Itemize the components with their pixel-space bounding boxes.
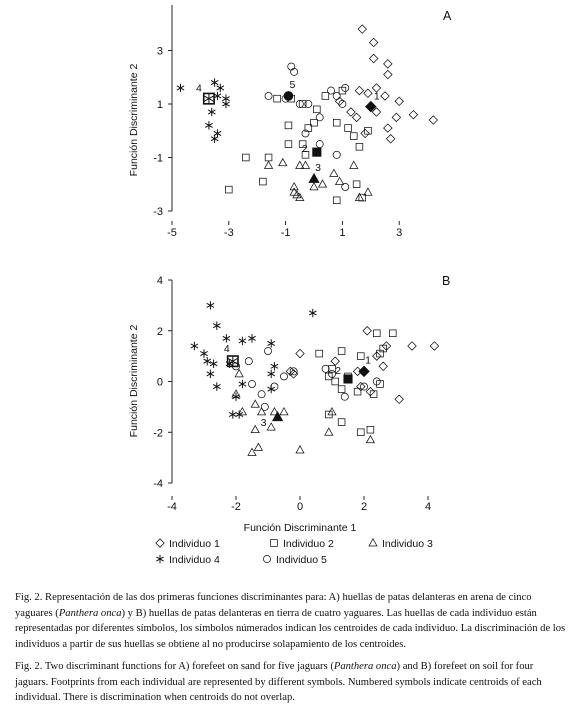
y-tick-label: -1 — [153, 152, 163, 165]
individuo-3-point — [279, 159, 287, 166]
legend-item-3: Individuo 3 — [382, 538, 433, 550]
individuo-1-point — [363, 327, 371, 335]
x-tick-label: -4 — [167, 501, 177, 513]
individuo-5-point — [288, 63, 295, 70]
individuo-1-point — [379, 362, 387, 370]
individuo-2-point — [367, 426, 374, 433]
y-tick-label: -3 — [153, 206, 163, 218]
individuo-1-centroid-label: 1 — [373, 90, 380, 103]
legend-square-icon — [271, 540, 278, 547]
individuo-3-centroid — [309, 174, 319, 183]
individuo-1-point — [384, 60, 392, 68]
individuo-2-centroid — [344, 375, 352, 383]
individuo-5-point — [341, 393, 348, 400]
individuo-4-point — [207, 301, 214, 309]
individuo-4-point — [200, 349, 207, 357]
individuo-3-centroid-label: 3 — [315, 161, 321, 174]
individuo-5-point — [360, 383, 367, 390]
panel-a-ylabel: Función Discriminante 2 — [128, 63, 140, 177]
individuo-5-centroid — [284, 92, 293, 101]
caption-en-part1: Fig. 2. Two discriminant functions for A) forefeet on sand for five jaguars ( — [15, 661, 334, 672]
legend-triangle-icon — [369, 539, 377, 546]
individuo-1-centroid — [359, 366, 369, 376]
individuo-5-point — [290, 368, 297, 375]
individuo-4-point — [177, 84, 184, 92]
y-tick-label: -2 — [153, 427, 163, 440]
y-tick-label: -4 — [153, 478, 163, 490]
individuo-3-point — [265, 161, 273, 168]
individuo-5-point — [333, 92, 340, 99]
individuo-4-point — [239, 337, 246, 345]
individuo-2-centroid-label: 2 — [335, 364, 341, 377]
individuo-3-centroid-label: 3 — [260, 417, 267, 430]
individuo-2-point — [338, 419, 345, 426]
individuo-3-point — [330, 169, 338, 176]
individuo-3-point — [280, 408, 288, 415]
individuo-5-point — [264, 347, 271, 354]
individuo-3-point — [336, 177, 344, 184]
individuo-2-point — [274, 95, 281, 102]
individuo-2-point — [338, 386, 345, 393]
legend-item-4: Individuo 4 — [169, 554, 220, 566]
individuo-5-point — [245, 358, 252, 365]
individuo-1-point — [364, 89, 372, 97]
caption-es-part1: Fig. 2. Representación de las dos primeras funciones discriminantes para: A) huellas de patas delanteras en arena de cinco yaguares ( — [15, 592, 532, 619]
panel-a-points — [177, 25, 438, 204]
individuo-3-point — [235, 370, 243, 377]
individuo-2-point — [325, 411, 332, 418]
individuo-2-centroid — [313, 148, 321, 156]
individuo-2-centroid-label: 2 — [301, 143, 308, 156]
y-tick-label: 2 — [156, 325, 163, 338]
individuo-4-point — [208, 108, 215, 116]
individuo-2-point — [260, 178, 267, 185]
individuo-2-point — [333, 119, 340, 126]
legend-item-1: Individuo 1 — [169, 538, 220, 550]
panel-b-ylabel: Función Discriminante 2 — [128, 324, 140, 438]
individuo-4-point — [223, 334, 230, 342]
individuo-4-centroid-label: 4 — [195, 82, 202, 95]
individuo-4-point — [205, 121, 212, 129]
individuo-4-point — [271, 362, 278, 370]
individuo-4-centroid-label: 4 — [223, 343, 230, 356]
legend-item-2: Individuo 2 — [283, 538, 334, 550]
individuo-5-point — [327, 87, 334, 94]
individuo-4-point — [213, 382, 220, 390]
individuo-3-point — [366, 436, 374, 443]
individuo-4-point — [222, 100, 229, 108]
individuo-1-point — [408, 342, 416, 350]
individuo-2-point — [265, 154, 272, 161]
y-tick-label: 3 — [156, 45, 163, 58]
y-tick-label: 1 — [156, 98, 163, 111]
individuo-5-point — [248, 380, 255, 387]
individuo-1-point — [369, 54, 377, 62]
individuo-3-point — [254, 443, 262, 450]
panel-b-axes — [153, 275, 431, 513]
individuo-2-point — [356, 143, 363, 150]
individuo-1-point — [395, 395, 403, 403]
individuo-4-point — [236, 410, 243, 418]
panel-b-points — [191, 301, 439, 455]
individuo-3-point — [251, 400, 259, 407]
individuo-2-point — [225, 186, 232, 193]
individuo-3-point — [296, 193, 304, 200]
caption-es-species: Panthera onca — [58, 607, 122, 619]
individuo-5-point — [261, 403, 268, 410]
legend-diamond-icon — [156, 539, 164, 547]
individuo-1-point — [296, 349, 304, 357]
caption-english — [15, 659, 567, 706]
individuo-3-point — [251, 426, 259, 433]
individuo-2-point — [353, 181, 360, 188]
individuo-1-point — [352, 113, 360, 121]
individuo-5-point — [291, 68, 298, 75]
individuo-5-point — [333, 151, 340, 158]
individuo-1-point — [392, 113, 400, 121]
individuo-3-point — [325, 428, 333, 435]
individuo-3-point — [290, 188, 298, 195]
individuo-5-point — [339, 100, 346, 107]
individuo-5-point — [322, 365, 329, 372]
individuo-2-point — [322, 93, 329, 100]
y-tick-label: 0 — [156, 376, 163, 389]
individuo-4-point — [248, 334, 255, 342]
x-tick-label: -3 — [223, 227, 234, 239]
individuo-2-point — [389, 330, 396, 337]
y-tick-label: 4 — [156, 275, 163, 287]
caption-es-part2: ) y B) huellas de patas delanteras en tierra de cuatro yaguares. Las huellas de cada individuo están representadas por diferentes símbolos, los símbolos númerados indican los centroides de cada individuo. La discriminación de los individuos a partir de sus huellas se obtiene al no producirse solapamiento de los centroides. — [15, 607, 566, 650]
x-tick-label: -5 — [167, 227, 177, 239]
individuo-5-point — [342, 183, 349, 190]
individuo-5-point — [316, 141, 323, 148]
individuo-2-point — [338, 348, 345, 355]
individuo-5-point — [280, 373, 287, 380]
individuo-5-point — [342, 84, 349, 91]
individuo-4-centroid — [204, 93, 214, 103]
individuo-4-point — [191, 342, 198, 350]
individuo-1-point — [358, 25, 366, 33]
individuo-2-point — [373, 330, 380, 337]
individuo-2-point — [285, 141, 292, 148]
individuo-3-point — [296, 446, 304, 453]
individuo-2-point — [285, 122, 292, 129]
individuo-3-point — [267, 423, 275, 430]
panel-a-letter: A — [443, 9, 452, 23]
x-tick-label: 2 — [360, 501, 368, 513]
individuo-1-point — [361, 129, 369, 137]
individuo-2-point — [365, 127, 372, 134]
individuo-3-point — [310, 183, 318, 190]
individuo-1-point — [429, 116, 437, 124]
x-tick-label: 4 — [424, 501, 432, 513]
x-tick-label: -1 — [280, 227, 291, 239]
individuo-5-point — [296, 100, 303, 107]
individuo-1-point — [369, 38, 377, 46]
panel-b — [128, 274, 450, 534]
caption-spanish — [15, 590, 567, 652]
individuo-2-point — [242, 154, 249, 161]
individuo-3-point — [301, 161, 309, 168]
individuo-1-point — [430, 342, 438, 350]
individuo-4-point — [213, 321, 220, 329]
individuo-5-point — [302, 130, 309, 137]
individuo-4-point — [268, 370, 275, 378]
individuo-5-point — [271, 383, 278, 390]
legend — [156, 538, 433, 566]
individuo-1-point — [395, 97, 403, 105]
individuo-1-point — [386, 135, 394, 143]
individuo-3-point — [319, 180, 327, 187]
individuo-5-point — [316, 114, 323, 121]
individuo-1-point — [355, 86, 363, 94]
individuo-2-point — [345, 125, 352, 132]
individuo-4-point — [211, 78, 218, 86]
individuo-1-point — [381, 92, 389, 100]
individuo-3-point — [293, 191, 301, 198]
legend-asterisk-icon — [156, 555, 163, 563]
individuo-5-centroid-label: 5 — [289, 78, 296, 91]
individuo-4-point — [217, 84, 224, 92]
individuo-3-point — [350, 161, 358, 168]
caption-en-part2: ) and B) forefeet on soil for four jaguars. Footprints from each individual are represented by different symbols. Numbered symbols indicate centroids of each individual. There is discrimination when centroids do not overlap. — [15, 661, 542, 703]
panel-a-axes — [153, 5, 402, 239]
individuo-4-point — [210, 360, 217, 368]
individuo-1-point — [384, 70, 392, 78]
x-tick-label: -2 — [231, 501, 241, 513]
individuo-4-point — [268, 339, 275, 347]
legend-circle-icon — [263, 555, 270, 562]
panel-a — [128, 5, 452, 239]
individuo-2-point — [354, 388, 361, 395]
x-tick-label: 0 — [296, 501, 304, 513]
individuo-2-point — [350, 133, 357, 140]
individuo-2-point — [370, 391, 377, 398]
individuo-4-point — [204, 357, 211, 365]
individuo-4-point — [229, 410, 236, 418]
individuo-1-point — [409, 110, 417, 118]
x-tick-label: 1 — [339, 227, 346, 239]
panel-b-xlabel: Función Discriminante 1 — [243, 522, 357, 534]
individuo-2-point — [316, 350, 323, 357]
individuo-2-point — [357, 353, 364, 360]
individuo-4-point — [309, 309, 316, 317]
legend-item-5: Individuo 5 — [276, 554, 327, 566]
panel-b-letter: B — [442, 274, 451, 288]
individuo-1-point — [384, 124, 392, 132]
individuo-2-point — [313, 106, 320, 113]
individuo-5-point — [258, 391, 265, 398]
caption-en-species: Panthera onca — [333, 661, 397, 672]
individuo-1-centroid-label: 1 — [365, 354, 371, 367]
individuo-2-point — [333, 197, 340, 204]
individuo-3-point — [296, 161, 304, 168]
individuo-4-point — [239, 380, 246, 388]
individuo-2-point — [357, 429, 364, 436]
individuo-4-point — [207, 370, 214, 378]
individuo-2-point — [332, 378, 339, 385]
individuo-5-point — [265, 92, 272, 99]
individuo-1-point — [347, 108, 355, 116]
x-tick-label: 3 — [396, 227, 403, 239]
